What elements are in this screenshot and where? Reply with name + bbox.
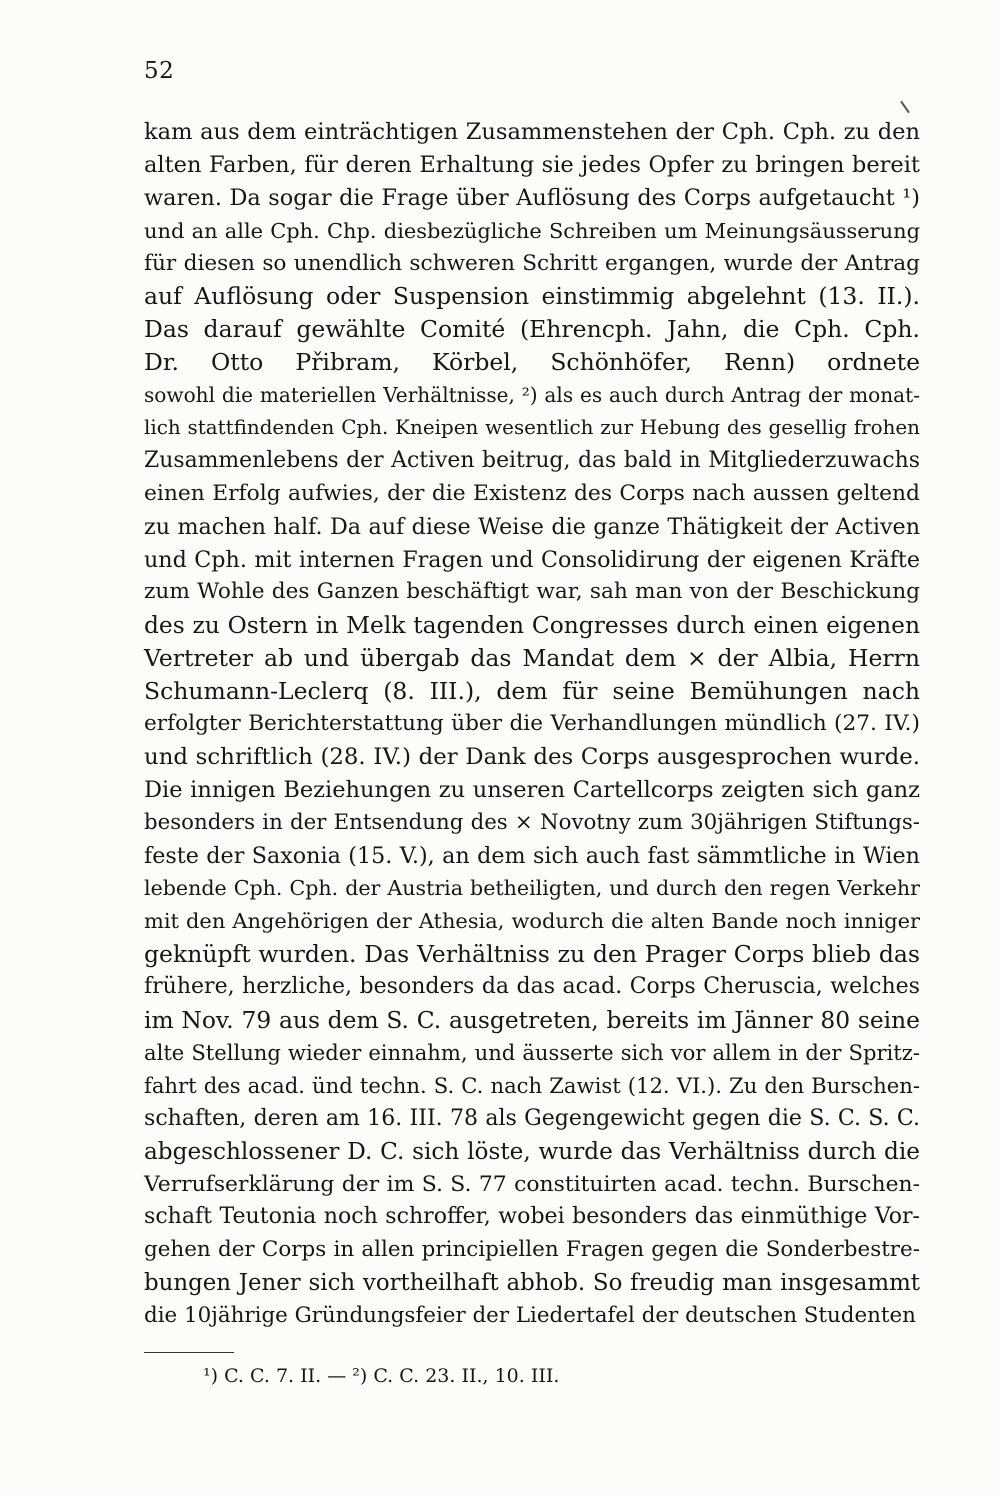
text-line: frühere, herzliche, besonders da das acad. Corps Cheruscia, welches [144, 974, 920, 1000]
footnote-divider [144, 1352, 234, 1353]
text-line: geknüpft wurden. Das Verhältniss zu den Prager Corps blieb das [144, 940, 920, 969]
stray-ink-mark [900, 101, 910, 114]
text-line: des zu Ostern in Melk tagenden Congresses durch einen eigenen [144, 611, 920, 640]
text-line: alten Farben, für deren Erhaltung sie jedes Opfer zu bringen bereit [144, 151, 920, 178]
text-line: sowohl die materiellen Verhältnisse, ²) als es auch durch Antrag der monat- [144, 383, 920, 408]
text-line: zum Wohle des Ganzen beschäftigt war, sah man von der Beschickung [144, 579, 920, 605]
body-text [144, 116, 920, 1333]
text-line: im Nov. 79 aus dem S. C. ausgetreten, bereits im Jänner 80 seine [144, 1006, 920, 1035]
text-line: bungen Jener sich vortheilhaft abhob. So freudig man insgesammt [144, 1270, 920, 1297]
text-line: waren. Da sogar die Frage über Auflösung des Corps aufgetaucht ¹) [144, 184, 920, 211]
text-line: lich stattfindenden Cph. Kneipen wesentlich zur Hebung des gesellig frohen [144, 416, 920, 440]
footnote: ¹) C. C. 7. II. — ²) C. C. 23. II., 10. III. [203, 1365, 560, 1387]
text-line: gehen der Corps in allen principiellen Fragen gegen die Sonderbestre- [144, 1237, 920, 1263]
text-line: mit den Angehörigen der Athesia, wodurch die alten Bande noch inniger [144, 909, 920, 934]
text-line: schaft Teutonia noch schroffer, wobei besonders das einmüthige Vor- [144, 1204, 920, 1230]
text-line: erfolgter Berichterstattung über die Verhandlungen mündlich (27. IV.) [144, 711, 920, 737]
text-line: Schumann-Leclerq (8. III.), dem für seine Bemühungen nach [144, 677, 920, 706]
text-line: für diesen so unendlich schweren Schritt ergangen, wurde der Antrag [144, 250, 920, 276]
text-line: alte Stellung wieder einnahm, und äusserte sich vor allem in der Spritz- [144, 1039, 920, 1065]
text-line: abgeschlossener D. C. sich löste, wurde das Verhältniss durch die [144, 1138, 920, 1165]
text-line: lebende Cph. Cph. der Austria betheiligten, und durch den regen Verkehr [144, 876, 920, 901]
page-number: 52 [144, 58, 175, 84]
text-line: fahrt des acad. ünd techn. S. C. nach Zawist (12. VI.). Zu den Burschen- [144, 1072, 920, 1098]
text-line: schaften, deren am 16. III. 78 als Gegengewicht gegen die S. C. S. C. [144, 1105, 920, 1131]
text-line: Das darauf gewählte Comité (Ehrencph. Jahn, die Cph. Cph. [144, 315, 920, 344]
text-line: Vertreter ab und übergab das Mandat dem × der Albia, Herrn [144, 644, 920, 673]
text-line: feste der Saxonia (15. V.), an dem sich auch fast sämmtliche in Wien [144, 842, 920, 869]
text-line: einen Erfolg aufwies, der die Existenz des Corps nach aussen geltend [144, 480, 920, 506]
text-line: Zusammenlebens der Activen beitrug, das bald in Mitgliederzuwachs [144, 447, 920, 473]
text-line: besonders in der Entsendung des × Novotny zum 30jährigen Stiftungs- [144, 809, 920, 835]
text-line: auf Auflösung oder Suspension einstimmig abgelehnt (13. II.). [144, 282, 920, 311]
text-line: die 10jährige Gründungsfeier der Liedertafel der deutschen Studenten [144, 1303, 916, 1329]
text-line: kam aus dem einträchtigen Zusammenstehen der Cph. Cph. zu den [144, 119, 920, 145]
text-line: und Cph. mit internen Fragen und Consolidirung der eigenen Kräfte [144, 546, 920, 573]
text-line: und an alle Cph. Chp. diesbezügliche Schreiben um Meinungsäusserung [144, 218, 920, 243]
text-line: zu machen half. Da auf diese Weise die ganze Thätigkeit der Activen [144, 513, 920, 540]
text-line: Dr. Otto Přibram, Körbel, Schönhöfer, Renn) ordnete [144, 348, 920, 377]
text-line: und schriftlich (28. IV.) der Dank des Corps ausgesprochen wurde. [144, 743, 920, 770]
text-line: Verrufserklärung der im S. S. 77 constituirten acad. techn. Burschen- [144, 1171, 920, 1197]
text-line: Die innigen Beziehungen zu unseren Cartellcorps zeigten sich ganz [144, 776, 920, 803]
